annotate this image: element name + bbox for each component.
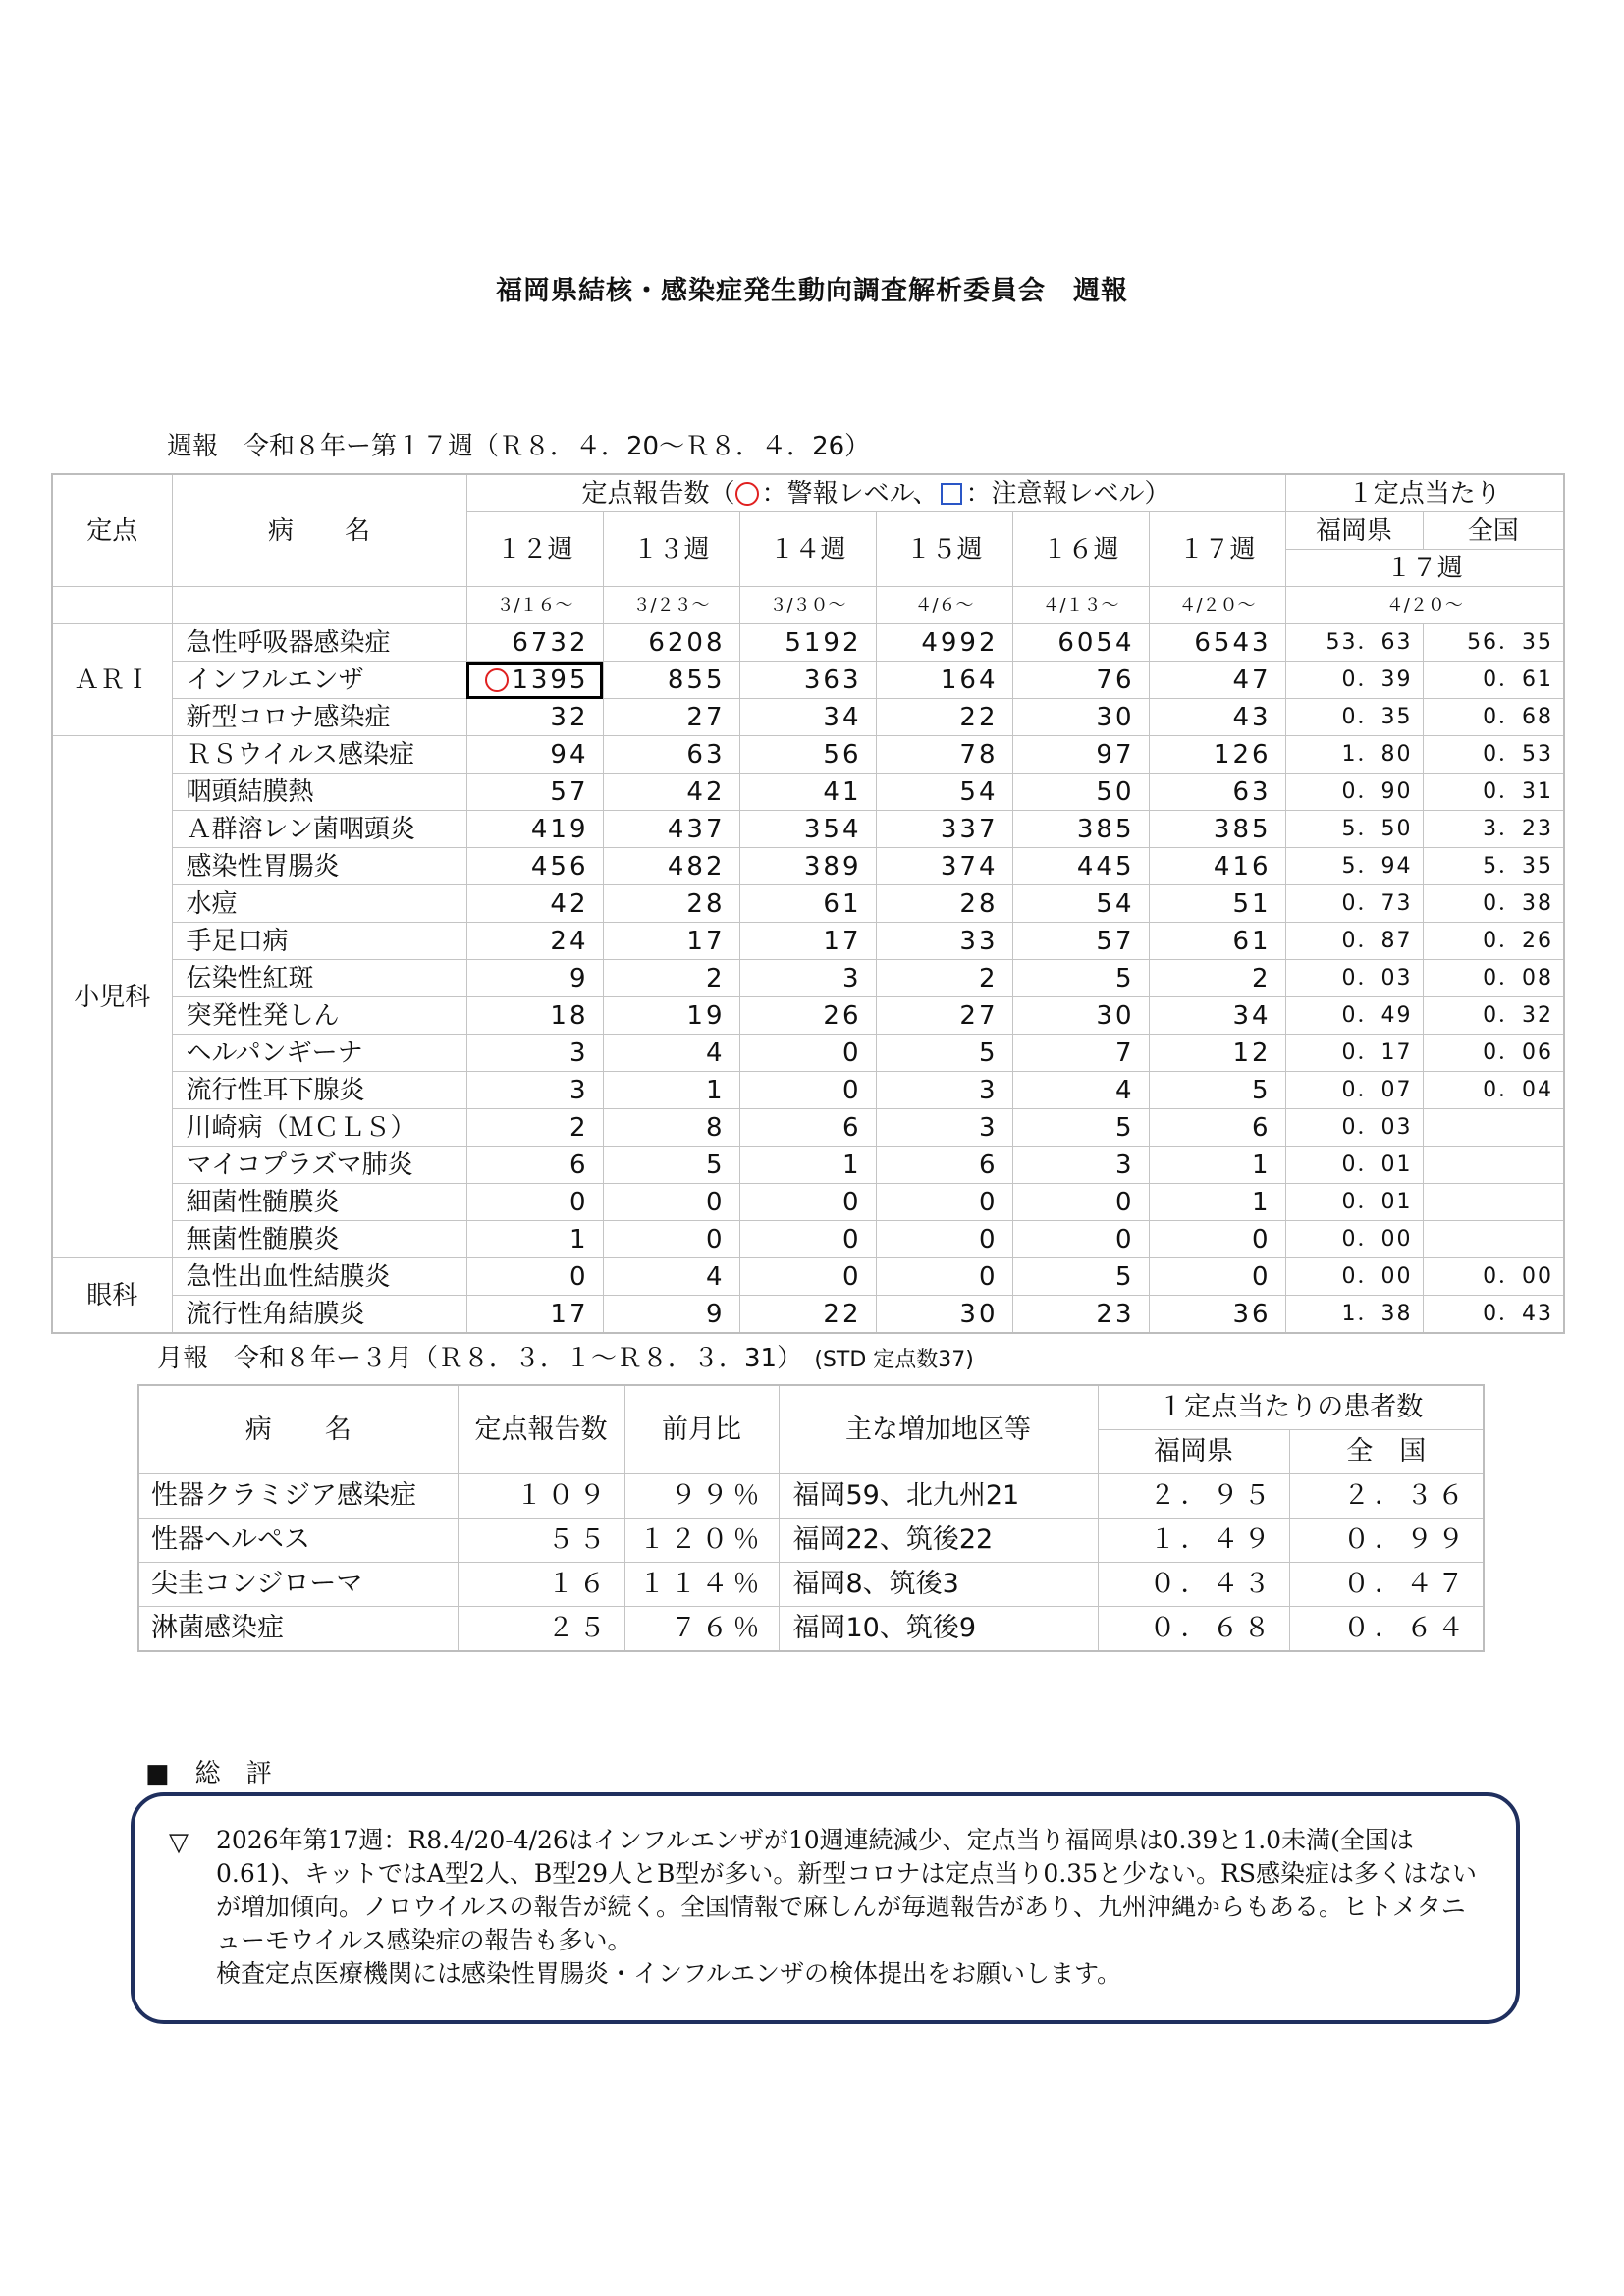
monthly-per-point-header: １定点当たりの患者数: [1098, 1385, 1484, 1430]
table-row: [52, 1109, 1564, 1147]
monthly-table-body: [138, 1474, 1484, 1652]
table-row: [138, 1519, 1484, 1563]
fukuoka-rate: 0．35: [1285, 699, 1423, 736]
fukuoka-rate: 0．07: [1285, 1072, 1423, 1109]
fukuoka-rate: 0．73: [1285, 885, 1423, 923]
count-cell: 5: [1012, 1258, 1149, 1296]
count-cell: 0: [1012, 1184, 1149, 1221]
count-cell: 3: [876, 1072, 1012, 1109]
count-cell: 8: [603, 1109, 739, 1147]
weekly-report-table: [51, 473, 1565, 1334]
national-rate: 0．32: [1423, 997, 1564, 1035]
count-cell: 5: [1012, 1109, 1149, 1147]
count-cell: 0: [876, 1221, 1012, 1258]
national-rate: 0．00: [1423, 1258, 1564, 1296]
fukuoka-rate: 0．39: [1285, 662, 1423, 699]
week-header: １７週: [1149, 512, 1285, 587]
disease-name: Ａ群溶レン菌咽頭炎: [172, 811, 466, 848]
count-cell: 54: [1012, 885, 1149, 923]
monthly-reports: ５５: [458, 1519, 624, 1563]
disease-name: 流行性耳下腺炎: [172, 1072, 466, 1109]
count-cell: 5: [1012, 960, 1149, 997]
count-cell: 9: [466, 960, 603, 997]
week-header: １２週: [466, 512, 603, 587]
national-rate: [1423, 1184, 1564, 1221]
count-cell: 17: [739, 923, 876, 960]
count-cell: 1: [739, 1147, 876, 1184]
table-row: [52, 1147, 1564, 1184]
week-date: ３/１６～: [466, 587, 603, 624]
table-row: [52, 1296, 1564, 1334]
category-ari: ＡＲＩ: [52, 624, 172, 736]
table-row: [52, 1184, 1564, 1221]
blank-cell: [172, 587, 466, 624]
teiten-header: 定点: [52, 474, 172, 587]
monthly-fukuoka: ０．６８: [1098, 1607, 1289, 1652]
category-ophthalmology: 眼科: [52, 1258, 172, 1334]
national-rate: 56．35: [1423, 624, 1564, 662]
count-cell: 4: [1012, 1072, 1149, 1109]
count-cell: 0: [603, 1221, 739, 1258]
monthly-areas-header: 主な増加地区等: [779, 1385, 1098, 1474]
disease-name: 水痘: [172, 885, 466, 923]
disease-name: 流行性角結膜炎: [172, 1296, 466, 1334]
count-cell: 61: [1149, 923, 1285, 960]
count-cell: 42: [466, 885, 603, 923]
national-rate: 0．04: [1423, 1072, 1564, 1109]
monthly-areas: 福岡59、北九州21: [779, 1474, 1098, 1519]
count-cell: 5: [876, 1035, 1012, 1072]
national-rate: [1423, 1221, 1564, 1258]
count-cell: 18: [466, 997, 603, 1035]
table-row: [52, 1258, 1564, 1296]
count-cell: 0: [1149, 1258, 1285, 1296]
count-cell: 445: [1012, 848, 1149, 885]
count-cell: 0: [739, 1258, 876, 1296]
count-cell: 337: [876, 811, 1012, 848]
table-row: [52, 885, 1564, 923]
count-cell: 42: [603, 774, 739, 811]
disease-header: 病 名: [172, 474, 466, 587]
count-cell: 6732: [466, 624, 603, 662]
monthly-disease-header: 病 名: [138, 1385, 458, 1474]
national-rate: [1423, 1147, 1564, 1184]
count-cell: 36: [1149, 1296, 1285, 1334]
count-cell: 0: [739, 1221, 876, 1258]
table-row: [52, 997, 1564, 1035]
count-cell: 363: [739, 662, 876, 699]
table-row: [52, 774, 1564, 811]
count-cell: 41: [739, 774, 876, 811]
count-cell: 164: [876, 662, 1012, 699]
monthly-caption-note: (STD 定点数37): [814, 1348, 974, 1372]
count-value: 1395: [512, 665, 589, 695]
table-row: [138, 1563, 1484, 1607]
monthly-national: ０．４７: [1289, 1563, 1484, 1607]
count-cell: 437: [603, 811, 739, 848]
count-cell: 0: [739, 1072, 876, 1109]
table-row: [138, 1474, 1484, 1519]
table-row: [52, 736, 1564, 774]
count-cell: 3: [876, 1109, 1012, 1147]
count-cell: 6054: [1012, 624, 1149, 662]
category-pediatrics: 小児科: [52, 736, 172, 1258]
fukuoka-rate: 0．90: [1285, 774, 1423, 811]
week-date: ４/２０～: [1149, 587, 1285, 624]
count-cell: 0: [466, 1258, 603, 1296]
monthly-reports: １０９: [458, 1474, 624, 1519]
monthly-caption: 月報 令和８年ー３月（Ｒ８．３．１～Ｒ８．３．31）: [157, 1344, 803, 1373]
national-rate: 0．31: [1423, 774, 1564, 811]
count-cell: 0: [876, 1258, 1012, 1296]
count-cell: 2: [1149, 960, 1285, 997]
blank-cell: [52, 587, 172, 624]
count-cell: 24: [466, 923, 603, 960]
fukuoka-rate: 0．03: [1285, 960, 1423, 997]
disease-name: ＲＳウイルス感染症: [172, 736, 466, 774]
fukuoka-rate: 0．00: [1285, 1221, 1423, 1258]
fukuoka-header: 福岡県: [1285, 512, 1423, 550]
count-cell: 482: [603, 848, 739, 885]
monthly-national: ２．３６: [1289, 1474, 1484, 1519]
count-cell: 1: [1149, 1184, 1285, 1221]
alert-count-cell: [466, 662, 603, 699]
table-row: [138, 1607, 1484, 1652]
monthly-mom: １２０％: [624, 1519, 779, 1563]
fukuoka-rate: 0．03: [1285, 1109, 1423, 1147]
summary-line: 検査定点医療機関には感染性胃腸炎・インフルエンザの検体提出をお願いします。: [216, 1959, 1122, 1988]
summary-bullet: ▽: [169, 1828, 189, 1857]
current-week-header: １７週: [1285, 550, 1564, 587]
national-rate: 0．43: [1423, 1296, 1564, 1334]
count-cell: 0: [739, 1184, 876, 1221]
count-cell: 0: [739, 1035, 876, 1072]
warning-square-icon: [941, 483, 962, 505]
monthly-disease-name: 性器クラミジア感染症: [138, 1474, 458, 1519]
week-header: １５週: [876, 512, 1012, 587]
national-rate: 0．61: [1423, 662, 1564, 699]
count-cell: 34: [1149, 997, 1285, 1035]
week-date: ４/１３～: [1012, 587, 1149, 624]
count-cell: 7: [1012, 1035, 1149, 1072]
count-cell: 456: [466, 848, 603, 885]
count-cell: 51: [1149, 885, 1285, 923]
monthly-report-table: [137, 1384, 1485, 1652]
count-cell: 6: [1149, 1109, 1285, 1147]
table-row: [52, 1221, 1564, 1258]
count-cell: 3: [466, 1072, 603, 1109]
national-rate: 0．08: [1423, 960, 1564, 997]
count-cell: 0: [603, 1184, 739, 1221]
table-row: [52, 960, 1564, 997]
count-cell: 4: [603, 1258, 739, 1296]
count-cell: 28: [876, 885, 1012, 923]
count-cell: 34: [739, 699, 876, 736]
count-cell: 1: [603, 1072, 739, 1109]
monthly-areas: 福岡8、筑後3: [779, 1563, 1098, 1607]
fukuoka-rate: 0．17: [1285, 1035, 1423, 1072]
week-header: １４週: [739, 512, 876, 587]
fukuoka-rate: 1．80: [1285, 736, 1423, 774]
disease-name: 急性呼吸器感染症: [172, 624, 466, 662]
count-cell: 3: [739, 960, 876, 997]
count-cell: 2: [466, 1109, 603, 1147]
disease-name: 細菌性髄膜炎: [172, 1184, 466, 1221]
count-cell: 23: [1012, 1296, 1149, 1334]
table-row: [52, 923, 1564, 960]
count-cell: 28: [603, 885, 739, 923]
count-cell: 26: [739, 997, 876, 1035]
count-cell: 385: [1149, 811, 1285, 848]
count-cell: 22: [739, 1296, 876, 1334]
national-rate: 0．26: [1423, 923, 1564, 960]
fukuoka-rate: 53．63: [1285, 624, 1423, 662]
monthly-national-header: 全 国: [1289, 1430, 1484, 1474]
monthly-mom-header: 前月比: [624, 1385, 779, 1474]
fukuoka-rate: 1．38: [1285, 1296, 1423, 1334]
count-cell: 33: [876, 923, 1012, 960]
count-cell: 12: [1149, 1035, 1285, 1072]
count-cell: 6: [739, 1109, 876, 1147]
national-rate: [1423, 1109, 1564, 1147]
count-cell: 6208: [603, 624, 739, 662]
count-cell: 50: [1012, 774, 1149, 811]
disease-name: 無菌性髄膜炎: [172, 1221, 466, 1258]
reports-header: 定点報告数（ ：警報レベル、 ：注意報レベル）: [466, 474, 1285, 512]
count-cell: 416: [1149, 848, 1285, 885]
count-cell: 389: [739, 848, 876, 885]
count-cell: 0: [876, 1184, 1012, 1221]
fukuoka-rate: 0．87: [1285, 923, 1423, 960]
national-rate: 0．53: [1423, 736, 1564, 774]
count-cell: 6: [466, 1147, 603, 1184]
count-cell: 22: [876, 699, 1012, 736]
alert-circle-icon: [735, 482, 759, 506]
count-cell: 97: [1012, 736, 1149, 774]
monthly-disease-name: 淋菌感染症: [138, 1607, 458, 1652]
table-row: [52, 624, 1564, 662]
summary-text: [216, 1824, 1483, 1991]
count-cell: 27: [876, 997, 1012, 1035]
fukuoka-rate: 5．94: [1285, 848, 1423, 885]
summary-line: 2026年第17週：R8.4/20-4/26はインフルエンザが10週連続減少、定点当り福岡県は0.39と1.0未満(全国は0.61)、キットではA型2人、B型29人とB型が多い。新型コロナは定点当り0.35と少ない。RS感染症は多くはないが増加傾向。ノロウイルスの報告が続く。全国情報で麻しんが毎週報告があり、九州沖縄からもある。ヒトメタニューモウイルス感染症の報告も多い。: [216, 1826, 1478, 1954]
count-cell: 30: [876, 1296, 1012, 1334]
monthly-mom: ７６％: [624, 1607, 779, 1652]
national-rate: 5．35: [1423, 848, 1564, 885]
count-cell: 0: [466, 1184, 603, 1221]
count-cell: 385: [1012, 811, 1149, 848]
fukuoka-rate: 5．50: [1285, 811, 1423, 848]
table-row: [52, 1072, 1564, 1109]
week-date: ３/２３～: [603, 587, 739, 624]
count-cell: 57: [466, 774, 603, 811]
monthly-fukuoka: １．４９: [1098, 1519, 1289, 1563]
count-cell: 57: [1012, 923, 1149, 960]
count-cell: 6: [876, 1147, 1012, 1184]
count-cell: 17: [603, 923, 739, 960]
per-point-header: １定点当たり: [1285, 474, 1564, 512]
alert-circle-icon: [485, 668, 509, 692]
count-cell: 94: [466, 736, 603, 774]
weekly-table-body: [52, 624, 1564, 1334]
count-cell: 17: [466, 1296, 603, 1334]
count-cell: 47: [1149, 662, 1285, 699]
monthly-areas: 福岡22、筑後22: [779, 1519, 1098, 1563]
fukuoka-rate: 0．01: [1285, 1184, 1423, 1221]
count-cell: 855: [603, 662, 739, 699]
disease-name: インフルエンザ: [172, 662, 466, 699]
count-cell: 2: [603, 960, 739, 997]
disease-name: 手足口病: [172, 923, 466, 960]
week-header: １６週: [1012, 512, 1149, 587]
count-cell: 4: [603, 1035, 739, 1072]
disease-name: 咽頭結膜熱: [172, 774, 466, 811]
national-rate: 0．38: [1423, 885, 1564, 923]
weekly-caption: 週報 令和８年ー第１７週（Ｒ８．４．20～Ｒ８．４．26）: [167, 432, 871, 461]
national-rate: 0．06: [1423, 1035, 1564, 1072]
national-rate: 0．68: [1423, 699, 1564, 736]
count-cell: 0: [1149, 1221, 1285, 1258]
monthly-reports: １６: [458, 1563, 624, 1607]
disease-name: 伝染性紅斑: [172, 960, 466, 997]
table-row: [52, 662, 1564, 699]
count-cell: 63: [603, 736, 739, 774]
count-cell: 54: [876, 774, 1012, 811]
count-cell: 2: [876, 960, 1012, 997]
table-row: [52, 1035, 1564, 1072]
count-cell: 5192: [739, 624, 876, 662]
count-cell: 5: [1149, 1072, 1285, 1109]
monthly-reports: ２５: [458, 1607, 624, 1652]
count-cell: 6543: [1149, 624, 1285, 662]
count-cell: 1: [1149, 1147, 1285, 1184]
count-cell: 419: [466, 811, 603, 848]
count-cell: 0: [1012, 1221, 1149, 1258]
monthly-national: ０．６４: [1289, 1607, 1484, 1652]
count-cell: 76: [1012, 662, 1149, 699]
summary-heading: ■ 総 評: [145, 1759, 272, 1789]
disease-name: マイコプラズマ肺炎: [172, 1147, 466, 1184]
count-cell: 9: [603, 1296, 739, 1334]
week-date: ３/３０～: [739, 587, 876, 624]
week-header: １３週: [603, 512, 739, 587]
national-rate: 3．23: [1423, 811, 1564, 848]
disease-name: 川崎病（ＭＣＬＳ）: [172, 1109, 466, 1147]
count-cell: 61: [739, 885, 876, 923]
count-cell: 63: [1149, 774, 1285, 811]
count-cell: 354: [739, 811, 876, 848]
count-cell: 1: [466, 1221, 603, 1258]
count-cell: 374: [876, 848, 1012, 885]
count-cell: 3: [1012, 1147, 1149, 1184]
monthly-fukuoka: ２．９５: [1098, 1474, 1289, 1519]
count-cell: 56: [739, 736, 876, 774]
rate-date: ４/２０～: [1285, 587, 1564, 624]
disease-name: 感染性胃腸炎: [172, 848, 466, 885]
national-header: 全国: [1423, 512, 1564, 550]
monthly-fukuoka: ０．４３: [1098, 1563, 1289, 1607]
monthly-fukuoka-header: 福岡県: [1098, 1430, 1289, 1474]
disease-name: ヘルパンギーナ: [172, 1035, 466, 1072]
monthly-disease-name: 尖圭コンジローマ: [138, 1563, 458, 1607]
monthly-reports-header: 定点報告数: [458, 1385, 624, 1474]
table-row: [52, 848, 1564, 885]
monthly-mom: ９９％: [624, 1474, 779, 1519]
week-date: ４/６～: [876, 587, 1012, 624]
count-cell: 126: [1149, 736, 1285, 774]
count-cell: 4992: [876, 624, 1012, 662]
disease-name: 新型コロナ感染症: [172, 699, 466, 736]
fukuoka-rate: 0．49: [1285, 997, 1423, 1035]
count-cell: 5: [603, 1147, 739, 1184]
monthly-mom: １１４％: [624, 1563, 779, 1607]
monthly-caption-block: [157, 1338, 974, 1374]
page-title: 福岡県結核・感染症発生動向調査解析委員会 週報: [496, 276, 1128, 306]
fukuoka-rate: 0．01: [1285, 1147, 1423, 1184]
count-cell: 27: [603, 699, 739, 736]
count-cell: 3: [466, 1035, 603, 1072]
monthly-disease-name: 性器ヘルペス: [138, 1519, 458, 1563]
table-row: [52, 699, 1564, 736]
count-cell: 43: [1149, 699, 1285, 736]
disease-name: 突発性発しん: [172, 997, 466, 1035]
monthly-national: ０．９９: [1289, 1519, 1484, 1563]
count-cell: 30: [1012, 699, 1149, 736]
count-cell: 19: [603, 997, 739, 1035]
count-cell: 30: [1012, 997, 1149, 1035]
count-cell: 32: [466, 699, 603, 736]
count-cell: 78: [876, 736, 1012, 774]
fukuoka-rate: 0．00: [1285, 1258, 1423, 1296]
table-row: [52, 811, 1564, 848]
disease-name: 急性出血性結膜炎: [172, 1258, 466, 1296]
monthly-areas: 福岡10、筑後9: [779, 1607, 1098, 1652]
